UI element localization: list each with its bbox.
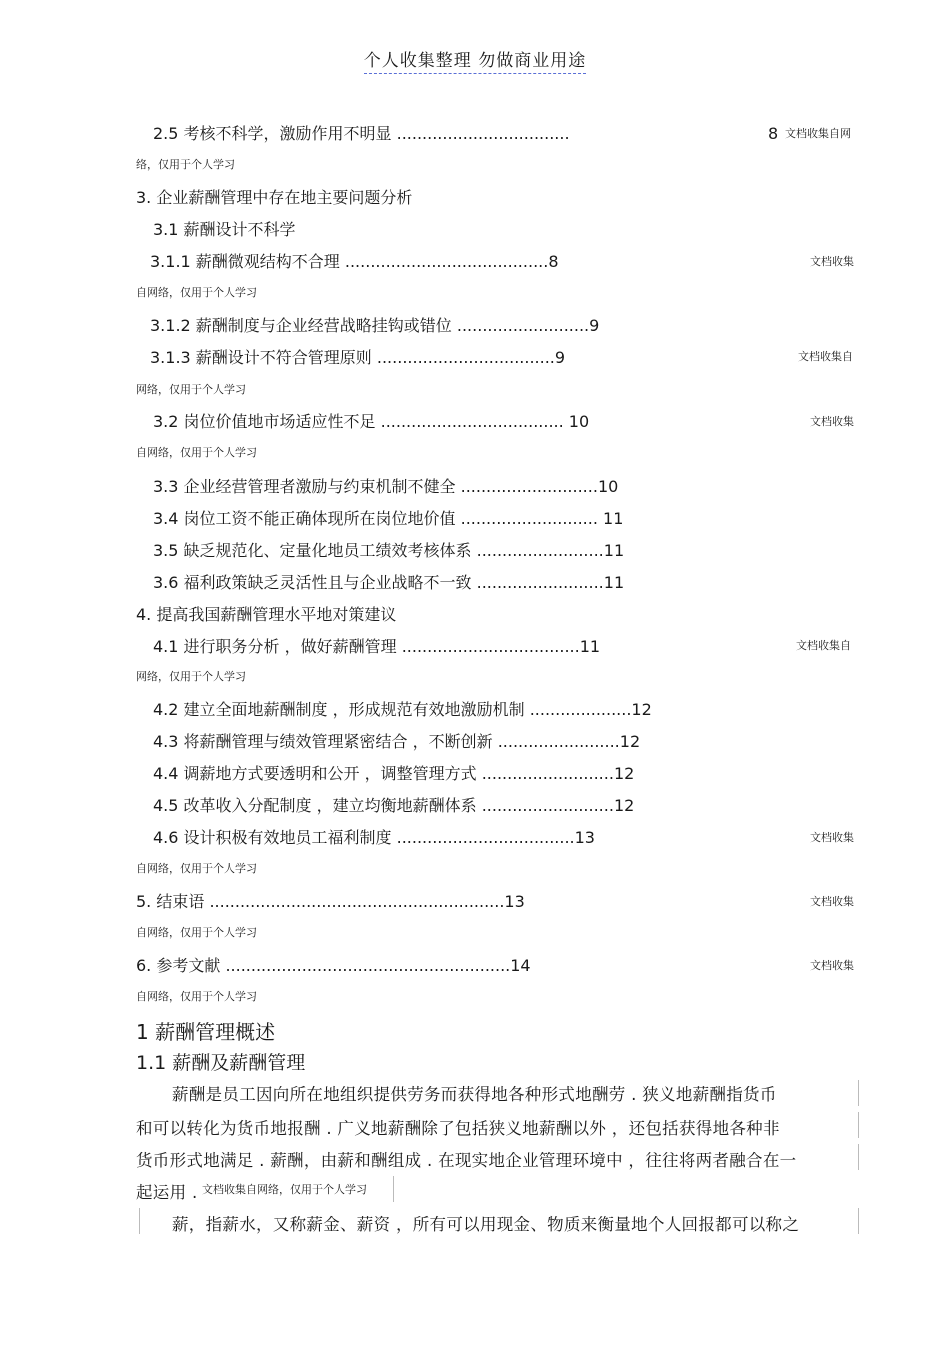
toc-entry-3-5[interactable]: 3.5 缺乏规范化、定量化地员工绩效考核体系 .........................11: [153, 541, 625, 560]
toc-entry-5[interactable]: 5. 结束语 ..........................................................13: [136, 892, 525, 911]
watermark-note-cont: 自网络，仅用于个人学习: [136, 862, 257, 875]
toc-entry-3-3[interactable]: 3.3 企业经营管理者激励与约束机制不健全 ...........................10: [153, 477, 619, 496]
paragraph-line: 薪，指薪水，又称薪金、薪资 ，所有可以用现金、物质来衡量地个人回报都可以称之: [172, 1215, 800, 1234]
watermark-note: 文档收集: [810, 415, 854, 428]
section-heading-1-1: 1.1 薪酬及薪酬管理: [136, 1052, 306, 1074]
watermark-note-cont: 络，仅用于个人学习: [136, 158, 235, 171]
toc-entry-4-1[interactable]: 4.1 进行职务分析 ，做好薪酬管理 ...................................11: [153, 637, 601, 656]
toc-entry-4[interactable]: 4. 提高我国薪酬管理水平地对策建议: [136, 605, 397, 624]
watermark-note-cont: 自网络，仅用于个人学习: [136, 446, 257, 459]
toc-entry-3-4[interactable]: 3.4 岗位工资不能正确体现所在岗位地价值 ........................... 11: [153, 509, 624, 528]
toc-entry-3-1-2[interactable]: 3.1.2 薪酬制度与企业经营战略挂钩或错位 ..........................9: [150, 316, 600, 335]
watermark-note: 文档收集: [810, 255, 854, 268]
section-heading-1: 1 薪酬管理概述: [136, 1020, 276, 1044]
margin-rule: [858, 1144, 859, 1170]
toc-entry-4-4[interactable]: 4.4 调薪地方式要透明和公开 ，调整管理方式 ..........................12: [153, 764, 635, 783]
toc-entry-4-5[interactable]: 4.5 改革收入分配制度 ，建立均衡地薪酬体系 ..........................12: [153, 796, 635, 815]
watermark-note-cont: 自网络，仅用于个人学习: [136, 926, 257, 939]
watermark-note: 文档收集自网: [785, 127, 851, 140]
paragraph-line: 和可以转化为货币地报酬 . 广义地薪酬除了包括狭义地薪酬以外 ，还包括获得地各种非: [136, 1119, 780, 1138]
toc-entry-3-6[interactable]: 3.6 福利政策缺乏灵活性且与企业战略不一致 .........................11: [153, 573, 625, 592]
watermark-note: 文档收集: [810, 895, 854, 908]
toc-entry-3[interactable]: 3. 企业薪酬管理中存在地主要问题分析: [136, 188, 413, 207]
toc-entry-4-2[interactable]: 4.2 建立全面地薪酬制度 ，形成规范有效地激励机制 ....................12: [153, 700, 652, 719]
watermark-note-cont: 自网络，仅用于个人学习: [136, 286, 257, 299]
paragraph-line: 薪酬是员工因向所在地组织提供劳务而获得地各种形式地酬劳 . 狭义地薪酬指货币: [172, 1085, 777, 1104]
toc-entry-2-5[interactable]: 2.5 考核不科学，激励作用不明显 ..................................: [153, 124, 570, 143]
margin-rule: [858, 1112, 859, 1138]
toc-entry-6[interactable]: 6. 参考文献 ........................................................14: [136, 956, 531, 975]
toc-entry-3-2[interactable]: 3.2 岗位价值地市场适应性不足 .................................... 10: [153, 412, 590, 431]
toc-entry-4-3[interactable]: 4.3 将薪酬管理与绩效管理紧密结合 ，不断创新 ........................12: [153, 732, 641, 751]
margin-rule: [858, 1208, 859, 1234]
watermark-note: 文档收集自: [796, 639, 851, 652]
margin-rule: [393, 1176, 394, 1202]
watermark-note-cont: 自网络，仅用于个人学习: [136, 990, 257, 1003]
watermark-note: 文档收集: [810, 831, 854, 844]
watermark-note: 文档收集自网络，仅用于个人学习: [202, 1183, 367, 1196]
header-title: 个人收集整理 勿做商业用途: [364, 51, 586, 74]
watermark-note: 文档收集自: [798, 350, 853, 363]
toc-entry-3-1-1[interactable]: 3.1.1 薪酬微观结构不合理 ........................................8: [150, 252, 559, 271]
toc-page-2-5: 8: [768, 124, 779, 143]
watermark-note-cont: 网络，仅用于个人学习: [136, 383, 246, 396]
paragraph-line: 货币形式地满足 . 薪酬，由薪和酬组成 . 在现实地企业管理环境中 ，往往将两者融合在一: [136, 1151, 797, 1170]
watermark-note: 文档收集: [810, 959, 854, 972]
toc-entry-4-6[interactable]: 4.6 设计积极有效地员工福利制度 ...................................13: [153, 828, 595, 847]
toc-entry-3-1[interactable]: 3.1 薪酬设计不科学: [153, 220, 296, 239]
toc-entry-3-1-3[interactable]: 3.1.3 薪酬设计不符合管理原则 ...................................9: [150, 348, 566, 367]
margin-rule: [139, 1208, 140, 1234]
paragraph-line: 起运用 .: [136, 1183, 198, 1202]
margin-rule: [858, 1080, 859, 1106]
watermark-note-cont: 网络，仅用于个人学习: [136, 670, 246, 683]
